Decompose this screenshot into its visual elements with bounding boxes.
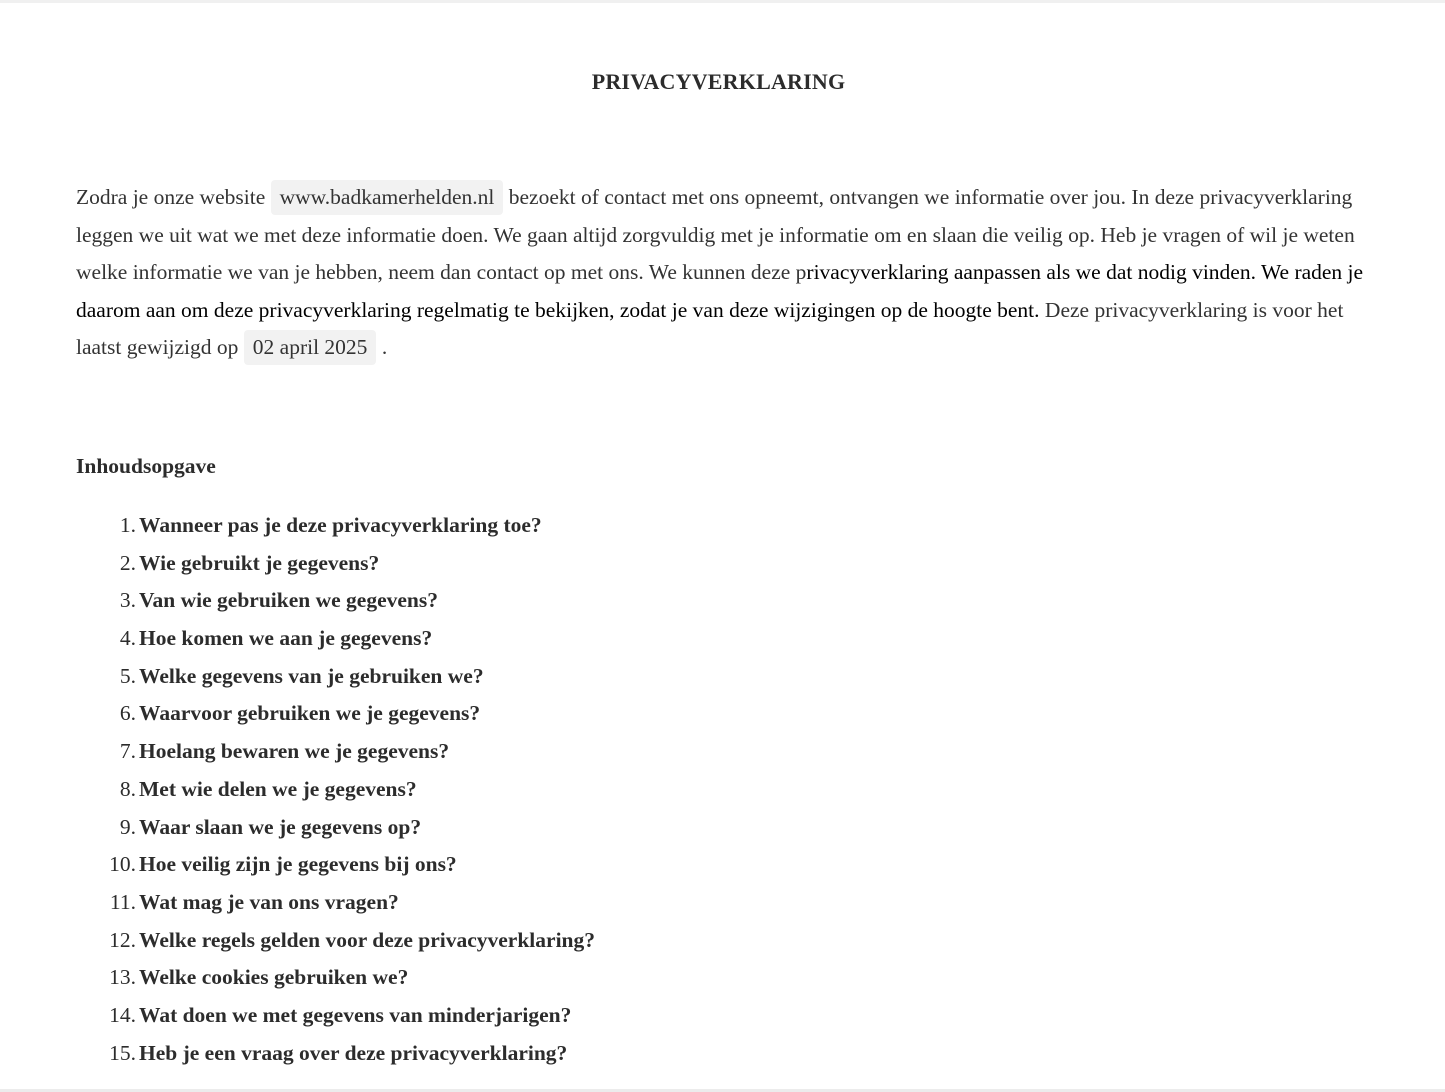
website-chip: www.badkamerhelden.nl — [271, 180, 504, 215]
toc-item-number: 10. — [109, 852, 136, 877]
top-border — [0, 0, 1445, 3]
toc-item[interactable] — [76, 959, 595, 997]
toc-heading: Inhoudsopgave — [76, 454, 216, 478]
intro-text-3: rivacyverklaring aanpassen als we dat nodig vinden. We raden je daarom aan om deze privacyverklaring regelmatig te bekijken, zodat je van deze wijzigingen op de hoogte bent. — [76, 260, 1364, 322]
toc-item-label[interactable]: Welke cookies gebruiken we? — [139, 965, 409, 990]
toc-item[interactable] — [76, 582, 595, 620]
toc-item-label[interactable]: Wie gebruikt je gegevens? — [139, 550, 380, 575]
intro-text-4: Deze privacyverklaring is voor het laatst gewijzigd op — [76, 297, 1344, 360]
page-title: PRIVACYVERKLARING — [591, 69, 846, 94]
toc-item-label[interactable]: Wanneer pas je deze privacyverklaring toe? — [139, 513, 542, 537]
toc-item-label[interactable]: Welke regels gelden voor deze privacyverklaring? — [139, 927, 596, 952]
toc-item-label[interactable]: Met wie delen we je gegevens? — [139, 776, 417, 801]
toc-item[interactable] — [76, 658, 595, 696]
toc-item-number: 9. — [119, 814, 136, 839]
toc-item-label[interactable]: Van wie gebruiken we gegevens? — [139, 588, 439, 613]
toc-item-number: 11. — [109, 889, 136, 914]
toc-item-number: 4. — [119, 626, 136, 651]
toc-item-label[interactable]: Hoelang bewaren we je gegevens? — [139, 739, 450, 764]
toc-item[interactable] — [76, 809, 595, 847]
toc-item-label[interactable]: Hoe komen we aan je gegevens? — [139, 626, 433, 651]
toc-item[interactable] — [76, 997, 595, 1035]
toc-item-number: 15. — [109, 1040, 136, 1065]
toc-item-label[interactable]: Wat mag je van ons vragen? — [139, 889, 399, 914]
toc-item-label[interactable]: Waar slaan we je gegevens op? — [139, 814, 422, 839]
intro-text-5: . — [376, 335, 388, 360]
toc-item[interactable] — [76, 771, 595, 809]
toc-item-number: 2. — [119, 550, 136, 575]
toc-item[interactable] — [76, 733, 595, 771]
toc-item[interactable] — [76, 846, 595, 884]
toc-list — [76, 507, 595, 1072]
toc-item[interactable] — [76, 545, 595, 583]
toc-item[interactable] — [76, 620, 595, 658]
toc-item-number: 8. — [119, 776, 136, 801]
toc-item[interactable] — [76, 922, 595, 960]
toc-item[interactable] — [76, 1035, 595, 1073]
toc-item-number: 14. — [109, 1002, 136, 1027]
toc-item-label[interactable]: Hoe veilig zijn je gegevens bij ons? — [139, 852, 457, 877]
toc-item-label[interactable]: Waarvoor gebruiken we je gegevens? — [139, 701, 481, 726]
toc-item-label[interactable]: Wat doen we met gegevens van minderjarigen? — [139, 1002, 572, 1027]
toc-item-label[interactable]: Heb je een vraag over deze privacyverklaring? — [139, 1040, 568, 1065]
toc-item-number: 7. — [119, 739, 136, 764]
toc-item[interactable] — [76, 695, 595, 733]
toc-item[interactable] — [76, 884, 595, 922]
toc-item-number: 5. — [119, 663, 136, 688]
toc-item-number: 1. — [119, 513, 136, 537]
toc-item-number: 12. — [109, 927, 136, 952]
toc-item[interactable] — [76, 507, 595, 545]
toc-item-number: 13. — [109, 965, 136, 990]
intro-text-2: bezoekt of contact met ons opneemt, ontvangen we informatie over jou. In deze privacyverklaring leggen we uit wat we met deze informatie doen. We gaan altijd zorgvuldig met je informatie om en slaan die veilig op. Heb je vragen of wil je weten welke informatie we van je hebben, neem dan contact op met ons. We kunnen deze p — [76, 185, 1355, 285]
toc-item-number: 3. — [119, 588, 136, 613]
date-chip: 02 april 2025 — [244, 330, 377, 365]
toc-item-number: 6. — [119, 701, 136, 726]
intro-text-1: Zodra je onze website — [76, 185, 271, 209]
intro-paragraph — [76, 179, 1368, 367]
toc-item-label[interactable]: Welke gegevens van je gebruiken we? — [139, 663, 484, 688]
